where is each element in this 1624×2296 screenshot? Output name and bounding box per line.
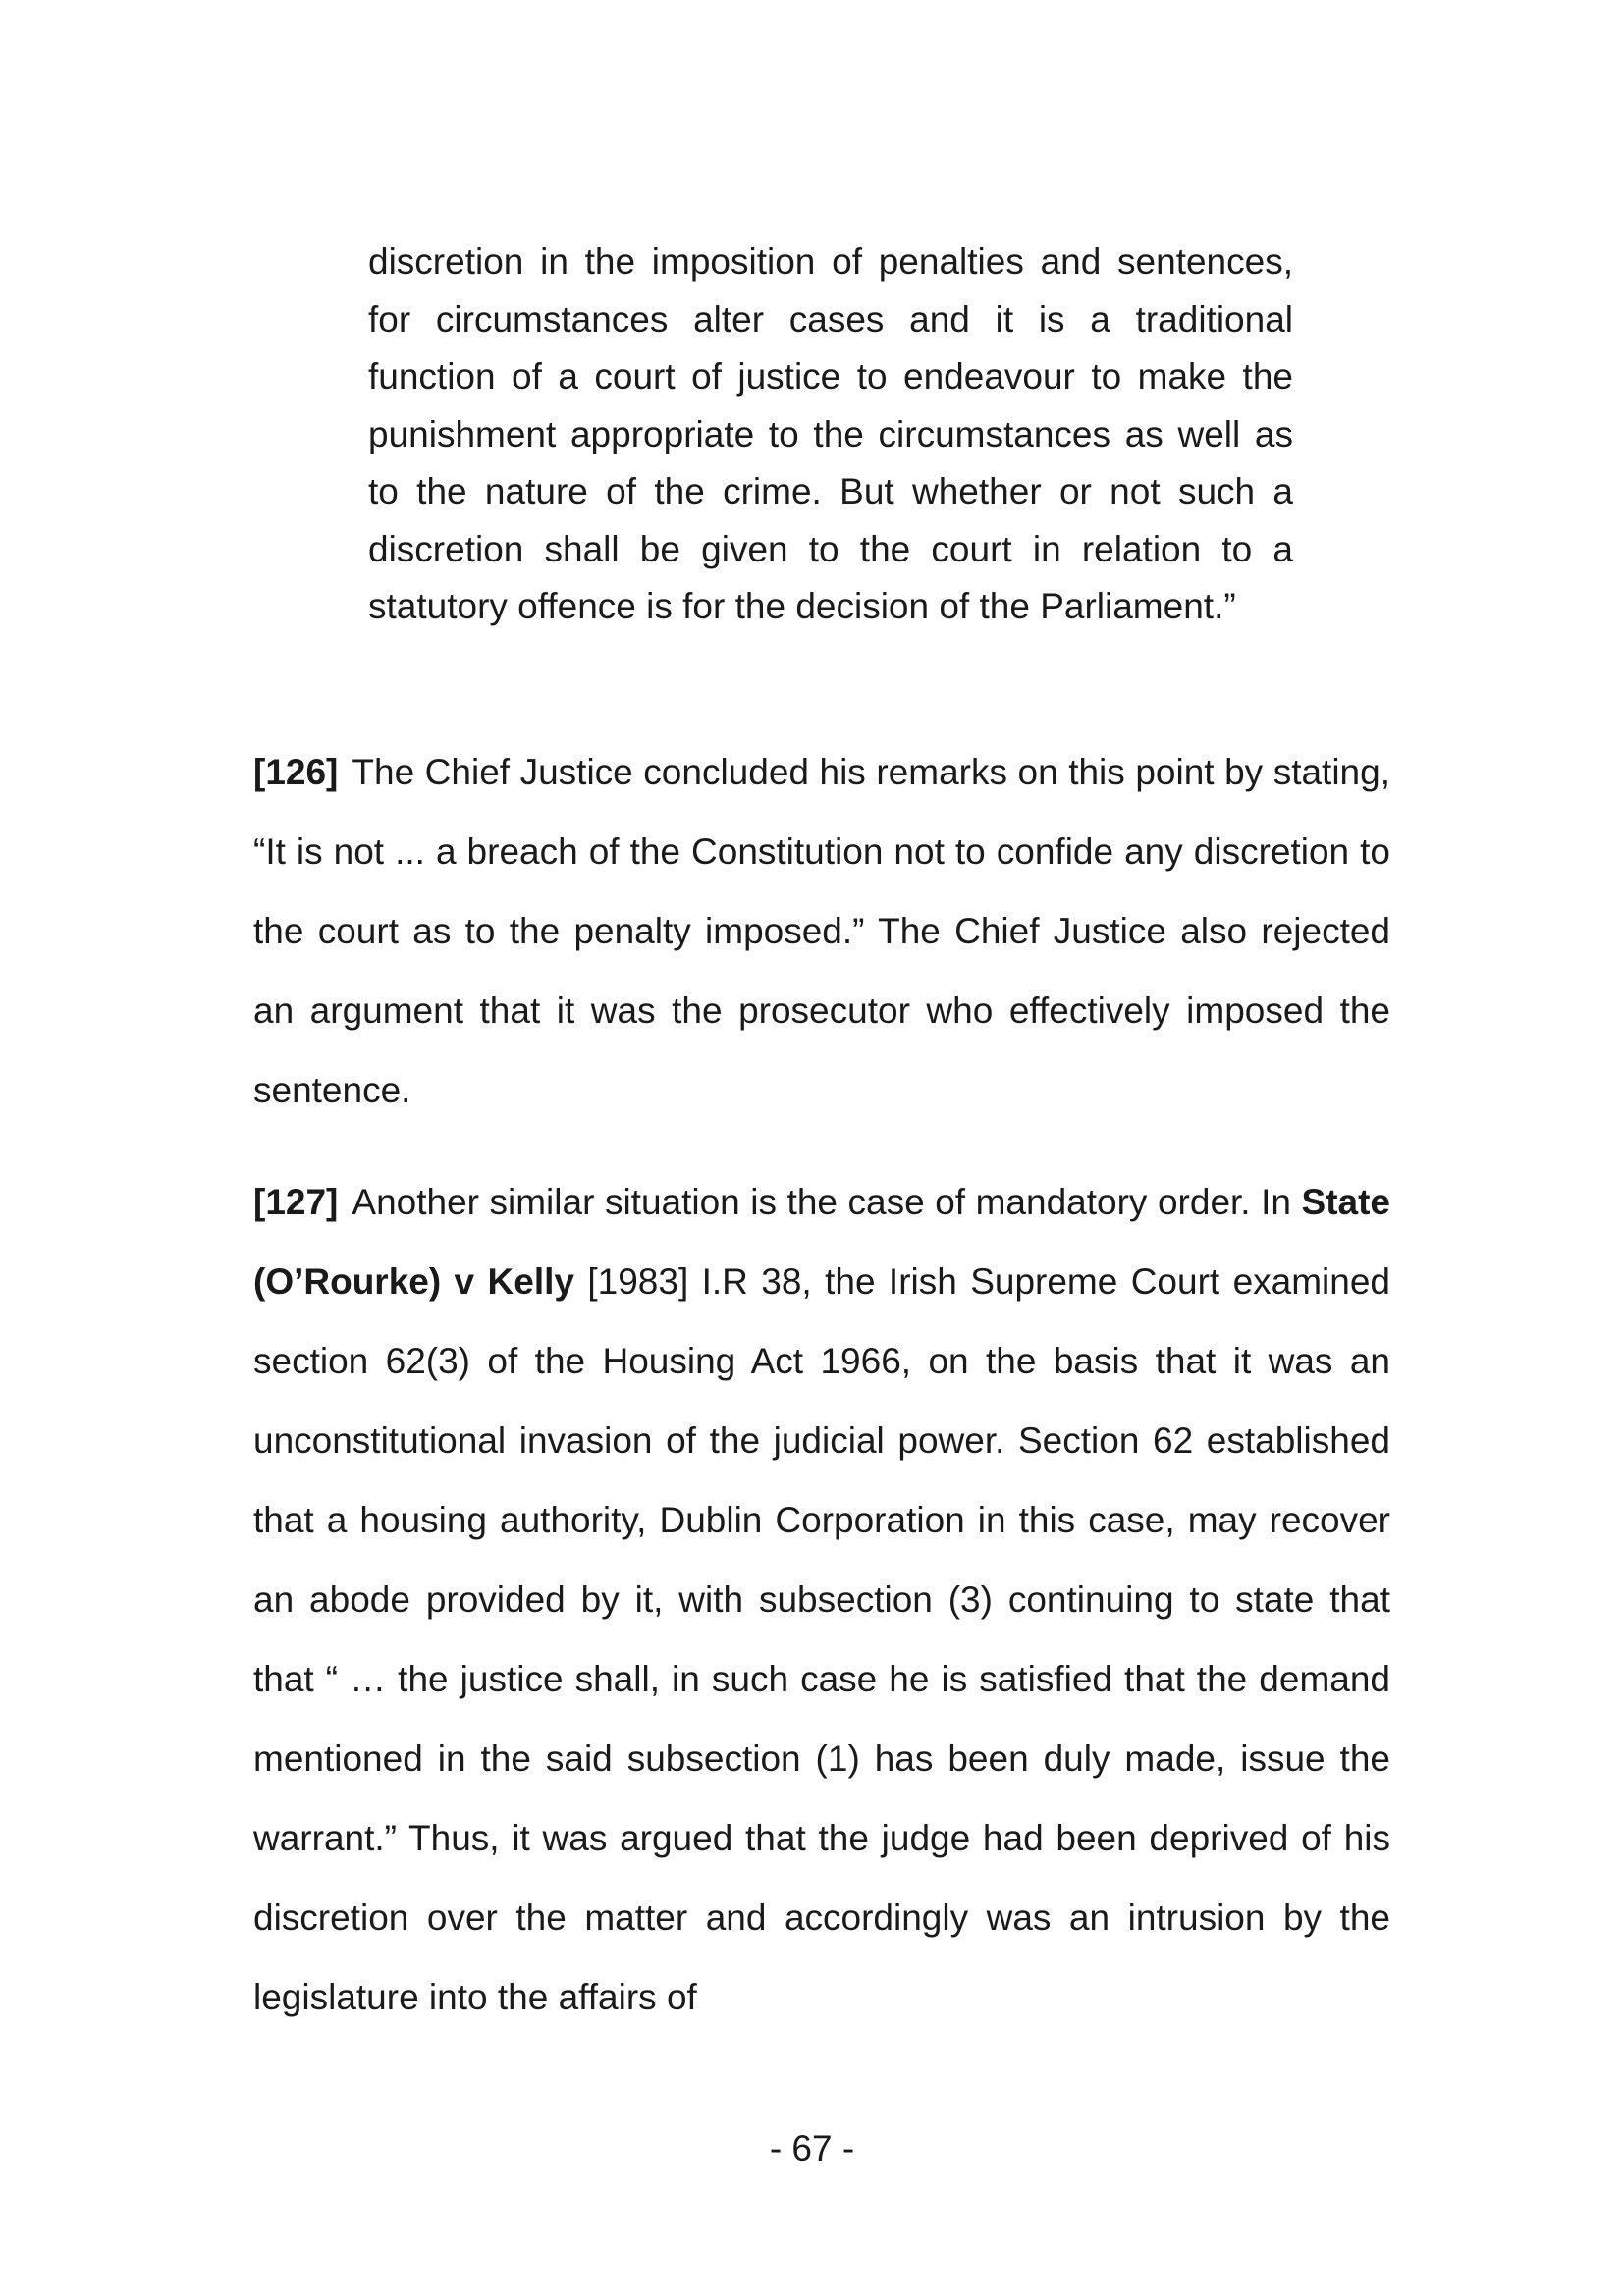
paragraph-text-continued: [1983] I.R 38, the Irish Supreme Court examined section 62(3) of the Housing Act 1966, on the basis that it was an unconstitutional invasion of the judicial power. Section 62 established that a housing authority, Dublin Corporation in this case, may recover an abode provided by it, with subsection (3) continuing to state that that “ … the justice shall, in such case he is satisfied that the demand mentioned in the said subsection (1) has been duly made, issue the warrant.” Thus, it was argued that the judge had been deprived of his discretion over the matter and accordingly was an intrusion by the legislature into the affairs of — [253, 1261, 1390, 2017]
paragraph-text: Another similar situation is the case of mandatory order. In — [352, 1182, 1291, 1222]
paragraph-number: [127] — [253, 1182, 339, 1222]
paragraph-text: The Chief Justice concluded his remarks on this point by stating, “It is not ... a breach of the Constitution not to confide any discretion to the court as to the penalty imposed.” The Chief Justice also rejected an argument that it was the prosecutor who effectively imposed the sentence. — [253, 752, 1390, 1110]
paragraph-126 — [253, 732, 1390, 1130]
paragraph-127 — [253, 1162, 1390, 2037]
paragraph-number: [126] — [253, 752, 339, 792]
block-quote-text: discretion in the imposition of penalties and sentences, for circumstances alter cases and it is a traditional function of a court of justice to endeavour to make the punishment appropriate to the circumstances as well as to the nature of the crime. But whether or not such a discretion shall be given to the court in relation to a statutory offence is for the decision of the Parliament.” — [368, 241, 1293, 626]
block-quote — [368, 234, 1293, 636]
case-citation-name: State (O’Rourke) v Kelly — [253, 1182, 1391, 1302]
page-number: - 67 - — [769, 2128, 855, 2168]
